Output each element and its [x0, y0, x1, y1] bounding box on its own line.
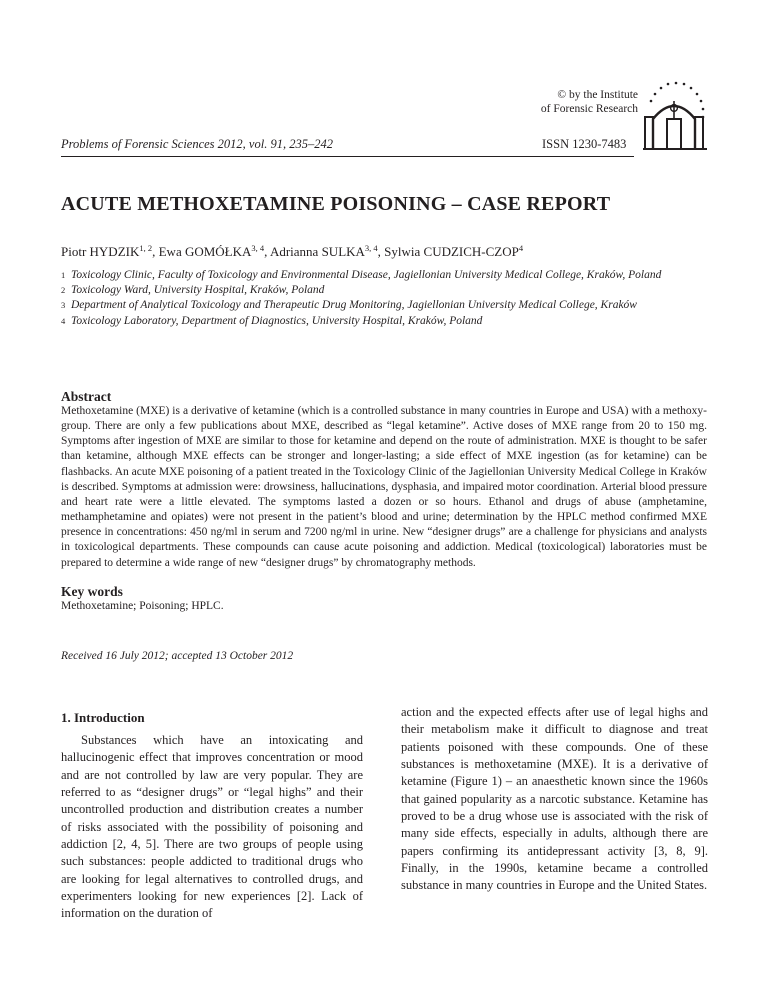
- affiliation-text: Toxicology Clinic, Faculty of Toxicology and Environmental Disease, Jagiellonian University Medical College, Kraków, Poland: [71, 269, 662, 281]
- author-list: Piotr HYDZIK$^{1, 2}$, Ewa GOMÓŁKA$^{3, 4}$, Adrianna SULKA$^{3, 4}$, Sylwia CUDZICH-CZOP$^4$: [61, 243, 524, 259]
- copyright-line-1: © by the Institute: [557, 89, 638, 101]
- author-affiliation-ref: 3, 4: [251, 243, 265, 253]
- affiliation-number: 2: [61, 285, 66, 296]
- header-divider: [61, 156, 634, 157]
- article-title: ACUTE METHOXETAMINE POISONING – CASE REPORT: [61, 193, 611, 215]
- affiliation-list: [61, 268, 721, 329]
- abstract-text: Methoxetamine (MXE) is a derivative of ketamine (which is a controlled substance in many countries in Europe and USA) with a methoxy-group. There are only a few publications about MXE, described as “legal ketamine”. Active doses of MXE range from 20 to 150 mg. Symptoms after ingestion of MXE are similar to those for ketamine and depend on the route of administration. MXE is thought to be safer than ketamine, although MXE effects can be stronger and longer-lasting; a side effect of MXE ingestion (as for ketamine) can be flashbacks. An acute MXE poisoning of a patient treated in the Toxicology Clinic of the Jagiellonian University Medical College in Kraków is described. Symptoms at admission were: drowsiness, hallucinations, dysphasia, and impaired motor coordination. Arterial blood pressure and heart rate were a little elevated. The symptoms lasted a dozen or so hours. Ethanol and drugs of abuse (amphetamine, methamphetamine and opiates) were not present in the patient’s blood and urine; determination by the HPLC method confirmed MXE presence in concentrations: 450 ng/ml in serum and 7200 ng/ml in urine. New “designer drugs” are a challenge for physicians and analysts in toxicological departments. These compounds can cause acute poisoning and addiction. Medical (toxicological) laboratories must be prepared to determine a wide range of new “designer drugs” by chromatography methods.: [61, 405, 707, 569]
- copyright-line-2: of Forensic Research: [540, 103, 638, 115]
- affiliation-number: 3: [61, 300, 66, 311]
- introduction-column-2: action and the expected effects after use of legal highs and their metabolism make it difficult to diagnose and treat patients poisoned with these compounds. One of these substances is methoxetamine (MXE). It is a derivative of ketamine (Figure 1) – an anaesthetic known since the 1960s that gained popularity as a narcotic substance. Ketamine has proved to be a drug whose use is associated with the risk of many side effects, especially in adults, although there are papers confirming its antidepressant activity [3, 8, 9]. Finally, in the 1990s, ketamine became a controlled substance in many countries in Europe and the United States.: [401, 705, 708, 893]
- affiliation-number: 4: [61, 315, 66, 326]
- institute-logo-icon: [641, 79, 709, 151]
- affiliation-text: Department of Analytical Toxicology and Therapeutic Drug Monitoring, Jagiellonian University Medical College, Kraków: [71, 299, 637, 312]
- author-name: Sylwia CUDZICH-CZOP: [384, 244, 519, 259]
- issn: ISSN 1230-7483: [542, 137, 627, 151]
- keywords-text: Methoxetamine; Poisoning; HPLC.: [61, 600, 224, 612]
- author-name: Piotr HYDZIK: [61, 244, 140, 259]
- copyright-notice: [541, 88, 638, 116]
- affiliation: [61, 298, 721, 313]
- journal-citation: Problems of Forensic Sciences 2012, vol. 91, 235–242: [61, 137, 333, 151]
- author-affiliation-ref: 4: [518, 243, 524, 253]
- abstract-heading: Abstract: [61, 389, 112, 404]
- introduction-heading: 1. Introduction: [61, 710, 145, 725]
- affiliation-number: 1: [61, 270, 66, 280]
- affiliation: [61, 268, 721, 283]
- author-affiliation-ref: 3, 4: [364, 243, 378, 253]
- author-affiliation-ref: 1, 2: [139, 243, 153, 253]
- affiliation: [61, 314, 721, 329]
- author-name: Adrianna SULKA: [269, 244, 365, 259]
- affiliation-text: Toxicology Laboratory, Department of Diagnostics, University Hospital, Kraków, Poland: [71, 314, 483, 327]
- introduction-column-1: Substances which have an intoxicating and hallucinogenic effect that improves concentration or mood and are not controlled by law are very popular. They are referred to as “designer drugs” or “legal highs” and their uncontrolled production and distribution creates a number of risks associated with the possibility of poisoning and addiction [2, 4, 5]. There are two groups of people using such substances: people addicted to traditional drugs who are looking for legal alternatives to controlled drugs, and experimenters looking for new experiences [2]. Lack of information on the duration of: [61, 733, 363, 921]
- affiliation-text: Toxicology Ward, University Hospital, Kraków, Poland: [71, 284, 325, 297]
- author-name: Ewa GOMÓŁKA: [158, 244, 252, 259]
- received-dates: Received 16 July 2012; accepted 13 October 2012: [61, 650, 294, 662]
- affiliation: [61, 283, 721, 298]
- keywords-heading: Key words: [61, 584, 123, 599]
